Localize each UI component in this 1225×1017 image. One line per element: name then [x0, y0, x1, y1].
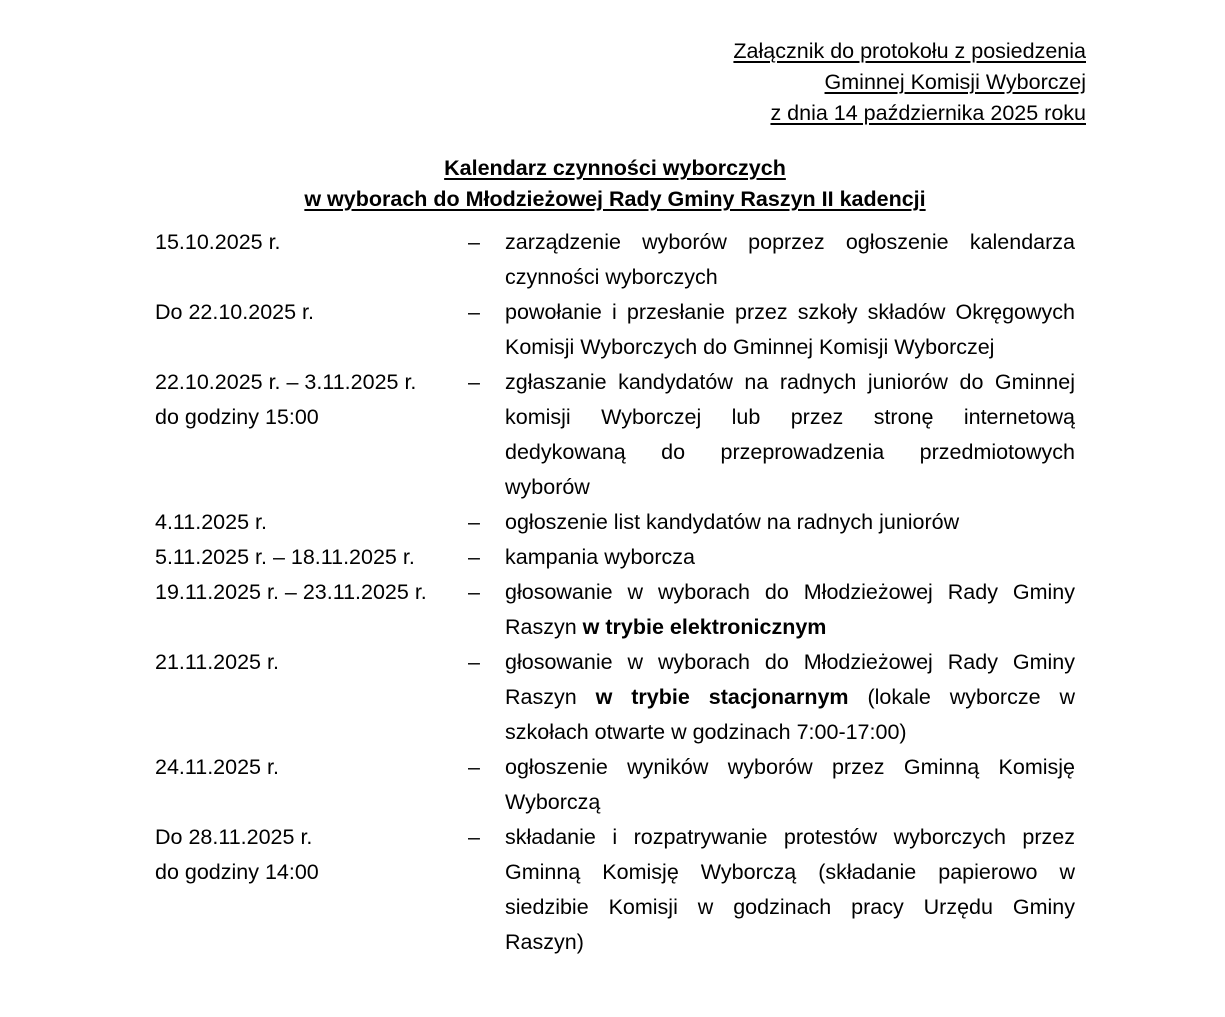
row-date-deadline: do godziny 15:00 — [155, 405, 319, 429]
row-description: zarządzenie wyborów poprzez ogłoszenie kalendarza czynności wyborczych — [505, 230, 1075, 289]
calendar-row — [155, 540, 1075, 575]
calendar-row — [155, 575, 1075, 645]
calendar-row — [155, 225, 1075, 295]
row-description-text: głosowanie w wyborach do Młodzieżowej Rady Gminy Raszyn — [505, 580, 1075, 639]
dash-separator: – — [468, 230, 480, 254]
calendar-row — [155, 820, 1075, 960]
calendar-row — [155, 505, 1075, 540]
row-description: ogłoszenie list kandydatów na radnych juniorów — [505, 510, 960, 534]
row-date: 15.10.2025 r. — [155, 230, 281, 254]
row-description: składanie i rozpatrywanie protestów wyborczych przez Gminną Komisję Wyborczą (składanie papierowo w siedzibie Komisji w godzinach pracy Urzędu Gminy Raszyn) — [505, 825, 1075, 954]
attachment-note — [733, 36, 1086, 129]
row-date — [155, 365, 468, 435]
dash-separator: – — [468, 370, 480, 394]
attachment-note-line: Załącznik do protokołu z posiedzenia — [733, 39, 1086, 63]
row-date: 5.11.2025 r. – 18.11.2025 r. — [155, 545, 415, 569]
row-description: zgłaszanie kandydatów na radnych juniorów do Gminnej komisji Wyborczej lub przez stronę internetową dedykowaną do przeprowadzenia przedmiotowych wyborów — [505, 370, 1075, 499]
dash-separator: – — [468, 580, 480, 604]
dash-separator: – — [468, 755, 480, 779]
dash-separator: – — [468, 545, 480, 569]
dash-separator: – — [468, 510, 480, 534]
row-date: 21.11.2025 r. — [155, 650, 279, 674]
page-title — [155, 153, 1075, 215]
dash-separator: – — [468, 300, 480, 324]
attachment-note-line: z dnia 14 października 2025 roku — [770, 101, 1086, 125]
row-description-bold: w trybie stacjonarnym — [595, 685, 849, 709]
calendar-row — [155, 645, 1075, 750]
attachment-note-line: Gminnej Komisji Wyborczej — [824, 70, 1086, 94]
calendar-row — [155, 750, 1075, 820]
row-description: ogłoszenie wyników wyborów przez Gminną Komisję Wyborczą — [505, 755, 1075, 814]
dash-separator: – — [468, 650, 480, 674]
row-description — [505, 645, 1075, 750]
election-calendar-list — [155, 225, 1075, 960]
row-description: kampania wyborcza — [505, 545, 696, 569]
row-description-text: (lokale wyborcze w szkołach otwarte w godzinach 7:00-17:00) — [505, 685, 1075, 744]
row-date: 24.11.2025 r. — [155, 755, 279, 779]
row-date-deadline: do godziny 14:00 — [155, 860, 319, 884]
row-date-range: Do 28.11.2025 r. — [155, 825, 313, 849]
page-title-line: Kalendarz czynności wyborczych — [444, 156, 786, 180]
row-description — [505, 575, 1075, 645]
row-date: Do 22.10.2025 r. — [155, 300, 314, 324]
dash-separator: – — [468, 825, 480, 849]
row-description: powołanie i przesłanie przez szkoły składów Okręgowych Komisji Wyborczych do Gminnej Komisji Wyborczej — [505, 300, 1075, 359]
row-date: 4.11.2025 r. — [155, 510, 267, 534]
calendar-row — [155, 365, 1075, 505]
row-date: 19.11.2025 r. – 23.11.2025 r. — [155, 580, 427, 604]
row-description-bold: w trybie elektronicznym — [582, 615, 827, 639]
row-date-range: 22.10.2025 r. – 3.11.2025 r. — [155, 370, 417, 394]
calendar-row — [155, 295, 1075, 365]
row-date — [155, 820, 468, 890]
row-description-text: głosowanie w wyborach do Młodzieżowej Rady Gminy Raszyn — [505, 650, 1075, 709]
page-title-line: w wyborach do Młodzieżowej Rady Gminy Raszyn II kadencji — [304, 187, 926, 211]
